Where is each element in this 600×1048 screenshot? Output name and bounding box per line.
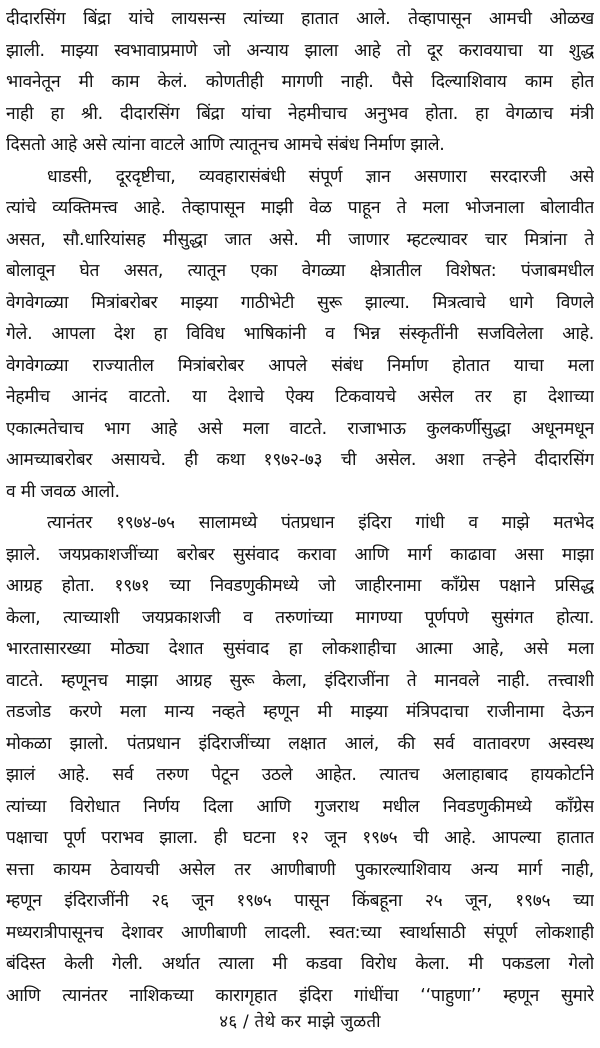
text-line: त्यांच्या विरोधात निर्णय दिला आणि गुजराथ मधील निवडणुकीमध्ये काँग्रेस (6, 796, 594, 817)
text-line: असत, सौ.धारियांसह मीसुद्धा जात असे. मी जाणार म्हटल्यावर चार मित्रांना ते (6, 229, 594, 250)
text-line: त्यांचे व्यक्तिमत्त्व आहे. तेव्हापासून माझी वेळ पाहून ते मला भोजनाला बोलावीत (6, 198, 594, 218)
text-line: व मी जवळ आलो. (6, 481, 120, 502)
text-line: एकात्मतेचाच भाग आहे असे मला वाटते. राजाभाऊ कुलकर्णीसुद्धा अधूनमधून (6, 418, 594, 439)
text-line: मध्यरात्रीपासूनच देशावर आणीबाणी लादली. स्वत:च्या स्वार्थासाठी संपूर्ण लोकशाही (6, 922, 594, 943)
text-line: झाली. माझ्या स्वभावाप्रमाणे जो अन्याय झाला आहे तो दूर करावयाचा या शुद्ध (6, 40, 594, 61)
text-line: झाले. जयप्रकाशजींच्या बरोबर सुसंवाद करावा आणि मार्ग काढावा असा माझा (6, 544, 594, 565)
text-line: वाटते. म्हणूनच माझा आग्रह सुरू केला, इंदिराजींना ते मानवले नाही. तत्त्वाशी (6, 670, 594, 691)
text-line: धाडसी, दूरदृष्टीचा, व्यवहारासंबंधी संपूर्ण ज्ञान असणारा सरदारजी असे (47, 166, 594, 187)
text-line: त्यानंतर १९७४-७५ सालामध्ये पंतप्रधान इंदिरा गांधी व माझे मतभेद (47, 513, 594, 533)
text-line: आग्रह होता. १९७१ च्या निवडणुकीमध्ये जो जाहीरनामा काँग्रेस पक्षाने प्रसिद्ध (6, 576, 594, 596)
text-line: भावनेतून मी काम केलं. कोणतीही मागणी नाही. पैसे दिल्याशिवाय काम होत (6, 72, 594, 92)
text-line: वेगवेगळ्या राज्यातील मित्रांबरोबर आपले संबंध निर्माण होतात याचा मला (6, 355, 594, 376)
text-line: मोकळा झालो. पंतप्रधान इंदिराजींच्या लक्षात आलं, की सर्व वातावरण अस्वस्थ (6, 733, 594, 754)
paragraph-3 (6, 508, 594, 1012)
text-line: सत्ता कायम ठेवायची असेल तर आणीबाणी पुकारल्याशिवाय अन्य मार्ग नाही, (6, 859, 594, 880)
text-line: वेगवेगळ्या मित्रांबरोबर माझ्या गाठीभेटी सुरू झाल्या. मित्रत्वाचे धागे विणले (6, 292, 594, 313)
text-line: बोलावून घेत असत, त्यातून एका वेगळ्या क्षेत्रातील विशेषत: पंजाबमधील (6, 261, 594, 281)
text-line: नाही हा श्री. दीदारसिंग बिंद्रा यांचा नेहमीचाच अनुभव होता. हा वेगळाच मंत्री (6, 103, 594, 124)
paragraph-2 (6, 162, 594, 509)
text-line: आणि त्यानंतर नाशिकच्या कारागृहात इंदिरा गांधींचा ‘‘पाहुणा’’ म्हणून सुमारे (6, 985, 594, 1006)
text-line: तडजोड करणे मला मान्य नव्हते म्हणून मी माझ्या मंत्रिपदाचा राजीनामा देऊन (6, 702, 594, 722)
text-line: गेले. आपला देश हा विविध भाषिकांनी व भिन्न संस्कृतींनी सजविलेला आहे. (6, 324, 594, 344)
text-line: नेहमीच आनंद वाटतो. या देशाचे ऐक्य टिकवायचे असेल तर हा देशाच्या (6, 387, 594, 407)
text-line: भारतासारख्या मोठ्या देशात सुसंवाद हा लोकशाहीचा आत्मा आहे, असे मला (6, 639, 594, 659)
text-line: पक्षाचा पूर्ण पराभव झाला. ही घटना १२ जून १९७५ ची आहे. आपल्या हातात (6, 828, 594, 848)
page-footer: ४६ / तेथे कर माझे जुळती (219, 1012, 381, 1032)
paragraph-1 (6, 4, 594, 162)
text-line: म्हणून इंदिराजींनी २६ जून १९७५ पासून किंबहूना २५ जून, १९७५ च्या (6, 891, 594, 911)
text-line: दिसतो आहे असे त्यांना वाटले आणि त्यातूनच आमचे संबंध निर्माण झाले. (6, 135, 445, 155)
text-line: दीदारसिंग बिंद्रा यांचे लायसन्स त्यांच्या हातात आले. तेव्हापासून आमची ओळख (6, 9, 594, 29)
text-line: बंदिस्त केली गेली. अर्थात त्याला मी कडवा विरोध केला. मी पकडला गेलो (6, 954, 594, 974)
text-line: केला, त्याच्याशी जयप्रकाशजी व तरुणांच्या मागण्या पूर्णपणे सुसंगत होत्या. (6, 607, 594, 628)
text-line: झालं आहे. सर्व तरुण पेटून उठले आहेत. त्यातच अलाहाबाद हायकोर्टाने (6, 765, 594, 785)
text-line: आमच्याबरोबर असायचे. ही कथा १९७२-७३ ची असेल. अशा तऱ्हेने दीदारसिंग (6, 450, 594, 470)
